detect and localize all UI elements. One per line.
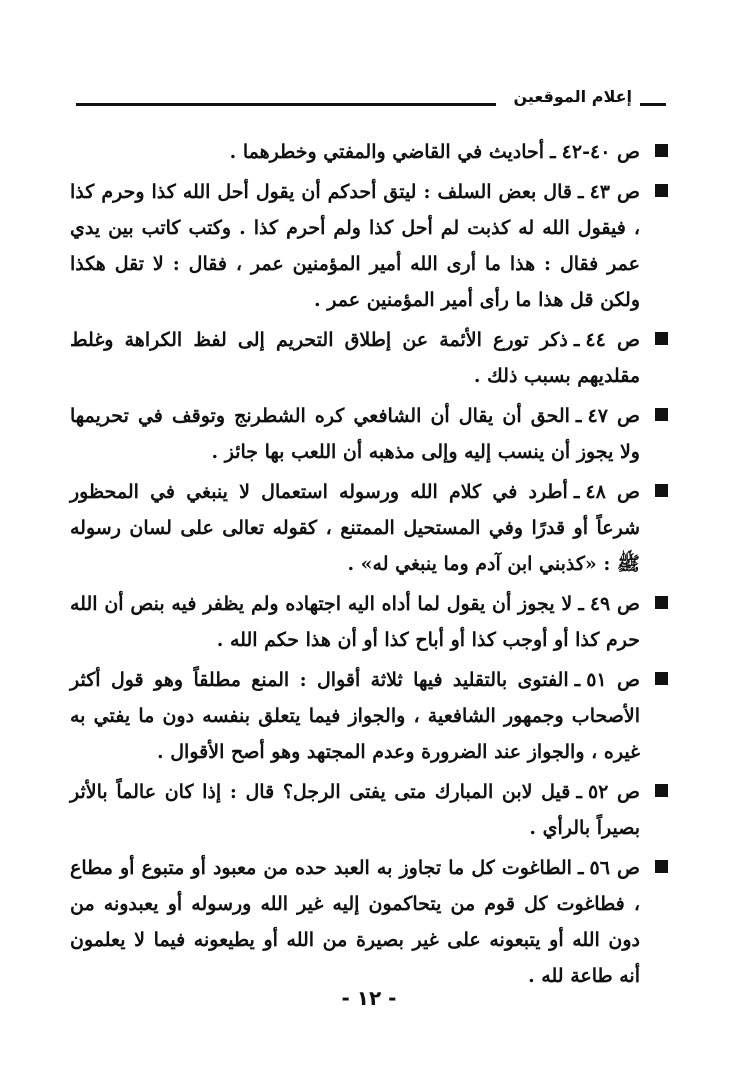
entry-text: الحق أن يقال أن الشافعي كره الشطرنج وتوقف في تحريمها ولا يجوز أن ينسب إليه وإلى مذهبه أن اللعب بها جائز . [70,405,640,463]
separator-dash: ـ [574,669,581,691]
running-header [76,86,666,116]
page-number: - ١٢ - [341,986,397,1010]
page-reference: ص ٤٧ [587,405,640,427]
square-bullet-icon [655,860,668,873]
entry [70,322,666,394]
entry-text: الطاغوت كل ما تجاوز به العبد حده من معبود أو متبوع أو مطاع ، فطاغوت كل قوم من يتحاكمون إليه غير الله ورسوله أو يعبدونه من دون الله أو يتبعونه على غير بصيرة من الله أو يطيعونه فيما لا يعلمون أنه طاعة لله . [70,857,640,987]
entry [70,398,666,470]
square-bullet-icon [655,672,668,685]
entry [70,662,666,770]
page-reference: ص ٤٩ [589,593,640,615]
page-reference: ص ٤٠-٤٢ [561,141,640,163]
entry [70,474,666,582]
separator-dash: ـ [575,405,582,427]
square-bullet-icon [655,184,668,197]
entry-text: أحاديث في القاضي والمفتي وخطرهما . [229,141,545,163]
separator-dash: ـ [550,141,556,163]
entry [70,774,666,846]
square-bullet-icon [655,332,668,345]
entry-text: لا يجوز أن يقول لما أداه اليه اجتهاده ولم يظفر فيه بنص أن الله حرم كذا أو أوجب كذا أو أباح كذا أو أن هذا حكم الله . [70,593,640,651]
entry [70,174,666,318]
separator-dash: ـ [577,857,584,879]
page-reference: ص ٤٨ [585,481,640,503]
entry [70,586,666,658]
header-dash [640,103,666,106]
separator-dash: ـ [576,781,582,803]
square-bullet-icon [655,144,668,157]
entry [70,850,666,994]
entries-list [70,134,666,998]
separator-dash: ـ [573,329,580,351]
page-reference: ص ٤٣ [589,181,640,203]
separator-dash: ـ [578,593,584,615]
entry-text: ذكر تورع الأئمة عن إطلاق التحريم إلى لفظ الكراهة وغلط مقلديهم بسبب ذلك . [70,329,640,387]
page-reference: ص ٥٢ [587,781,640,803]
page-reference: ص ٥١ [586,669,640,691]
separator-dash: ـ [573,481,580,503]
entry-text: أطرد في كلام الله ورسوله استعمال لا ينبغي في المحظور شرعاً أو قدرًا وفي المستحيل الممتنع ، كقوله تعالى على لسان رسوله ﷺ : «كذبني ابن آدم وما ينبغي له» . [70,481,640,575]
square-bullet-icon [655,408,668,421]
separator-dash: ـ [577,181,584,203]
square-bullet-icon [655,484,668,497]
page-reference: ص ٥٦ [589,857,640,879]
page-reference: ص ٤٤ [585,329,640,351]
header-rule [76,103,496,106]
entry-text: قال بعض السلف : ليتق أحدكم أن يقول أحل الله كذا وحرم كذا ، فيقول الله له كذبت لم أحل كذا ولم أحرم كذا . وكتب كاتب بين يدي عمر فقال : هذا ما أرى الله أمير المؤمنين عمر ، فقال : لا تقل هكذا ولكن قل هذا ما رأى أمير المؤمنين عمر . [70,181,640,311]
square-bullet-icon [655,784,668,797]
book-title: إعلام الموقعين [513,87,632,106]
square-bullet-icon [655,596,668,609]
entry-text: الفتوى بالتقليد فيها ثلاثة أقوال : المنع مطلقاً وهو قول أكثر الأصحاب وجمهور الشافعية ، والجواز فيما يتعلق بنفسه دون ما يفتي به غيره ، والجواز عند الضرورة وعدم المجتهد وهو أصح الأقوال . [70,669,640,763]
entry-text: قيل لابن المبارك متى يفتى الرجل؟ قال : إذا كان عالماً بالأثر بصيراً بالرأي . [70,781,640,839]
entry [70,134,666,170]
